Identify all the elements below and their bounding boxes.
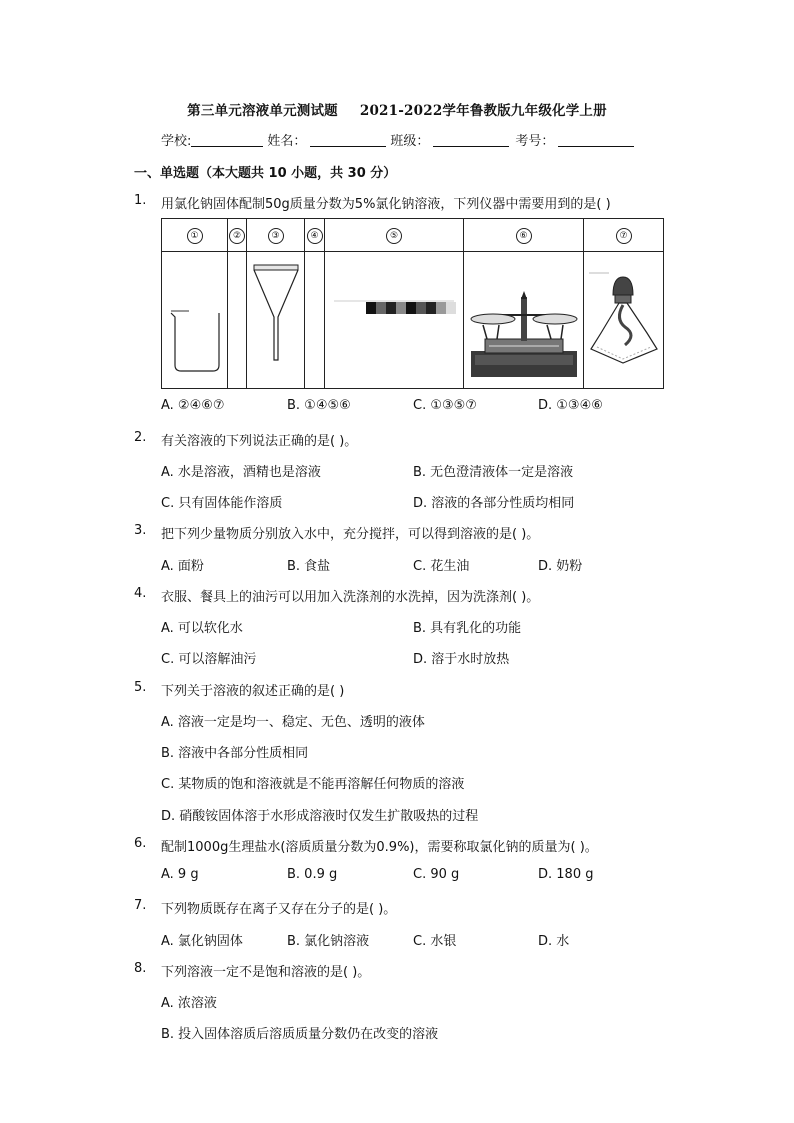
question-number: 6. xyxy=(134,836,147,851)
apparatus-label: ⑦ xyxy=(616,228,632,244)
question-text: 下列关于溶液的叙述正确的是( ) xyxy=(161,684,345,699)
apparatus-label: ⑤ xyxy=(386,228,402,244)
option-c[interactable]: C. 只有固体能作溶质 xyxy=(161,496,283,511)
option-a[interactable]: A. ②④⑥⑦ xyxy=(161,398,225,413)
option-b[interactable]: B. 氯化钠溶液 xyxy=(287,934,370,949)
option-c[interactable]: C. 花生油 xyxy=(413,559,470,574)
exam-subtitle: 2021-2022学年鲁教版九年级化学上册 xyxy=(359,103,607,119)
apparatus-label: ④ xyxy=(307,228,323,244)
option-a[interactable]: A. 氯化钠固体 xyxy=(161,934,243,949)
option-b[interactable]: B. 无色澄清液体一定是溶液 xyxy=(413,465,574,480)
option-b[interactable]: B. ①④⑤⑥ xyxy=(287,398,351,413)
question-text: 把下列少量物质分别放入水中，充分搅拌，可以得到溶液的是( )。 xyxy=(161,527,540,542)
option-a[interactable]: A. 9 g xyxy=(161,867,199,882)
option-d[interactable]: D. 水 xyxy=(538,934,570,949)
option-c[interactable]: C. 水银 xyxy=(413,934,457,949)
school-field[interactable] xyxy=(191,132,263,147)
class-field[interactable] xyxy=(433,132,509,147)
option-c[interactable]: C. 某物质的饱和溶液就是不能再溶解任何物质的溶液 xyxy=(161,777,465,792)
option-a[interactable]: A. 可以软化水 xyxy=(161,621,243,636)
question-text: 有关溶液的下列说法正确的是( )。 xyxy=(161,434,358,449)
question-number: 7. xyxy=(134,898,147,913)
option-b[interactable]: B. 0.9 g xyxy=(287,867,338,882)
narrow-item-icon xyxy=(306,255,324,385)
option-a[interactable]: A. 溶液一定是均一、稳定、无色、透明的液体 xyxy=(161,715,425,730)
question-text: 配制1000g生理盐水(溶质质量分数为0.9%)，需要称取氯化钠的质量为( )。 xyxy=(161,840,598,855)
option-a[interactable]: A. 面粉 xyxy=(161,559,204,574)
glass-rod-icon xyxy=(228,255,246,385)
option-a[interactable]: A. 浓溶液 xyxy=(161,996,217,1011)
alcohol-lamp-icon xyxy=(585,255,663,385)
question-number: 5. xyxy=(134,680,147,695)
question-number: 4. xyxy=(134,586,147,601)
question-text: 下列溶液一定不是饱和溶液的是( )。 xyxy=(161,965,371,980)
funnel-icon xyxy=(248,255,304,385)
question-text: 用氯化钠固体配制50g质量分数为5%氯化钠溶液，下列仪器中需要用到的是( ) xyxy=(161,197,611,212)
option-d[interactable]: D. ①③④⑥ xyxy=(538,398,603,413)
balance-icon xyxy=(465,255,583,385)
apparatus-label: ① xyxy=(187,228,203,244)
question-number: 8. xyxy=(134,961,147,976)
apparatus-table xyxy=(161,218,664,389)
option-d[interactable]: D. 溶于水时放热 xyxy=(413,652,510,667)
question-number: 2. xyxy=(134,430,147,445)
class-label: 班级： xyxy=(390,134,430,149)
exam-title: 第三单元溶液单元测试题 xyxy=(187,103,338,119)
option-b[interactable]: B. 具有乳化的功能 xyxy=(413,621,522,636)
name-label: 姓名： xyxy=(267,134,307,149)
option-b[interactable]: B. 溶液中各部分性质相同 xyxy=(161,746,309,761)
option-c[interactable]: C. 90 g xyxy=(413,867,460,882)
page-title xyxy=(0,99,794,119)
option-d[interactable]: D. 硝酸铵固体溶于水形成溶液时仅发生扩散吸热的过程 xyxy=(161,809,479,824)
option-c[interactable]: C. 可以溶解油污 xyxy=(161,652,257,667)
apparatus-label: ③ xyxy=(268,228,284,244)
apparatus-label: ② xyxy=(229,228,245,244)
option-d[interactable]: D. 溶液的各部分性质均相同 xyxy=(413,496,575,511)
question-text: 衣服、餐具上的油污可以用加入洗涤剂的水洗掉，因为洗涤剂( )。 xyxy=(161,590,540,605)
name-field[interactable] xyxy=(310,132,386,147)
section-heading: 一、单选题（本大题共 10 小题，共 30 分） xyxy=(134,166,397,181)
option-b[interactable]: B. 食盐 xyxy=(287,559,331,574)
option-b[interactable]: B. 投入固体溶质后溶质质量分数仍在改变的溶液 xyxy=(161,1027,439,1042)
exam-no-field[interactable] xyxy=(558,132,634,147)
question-text: 下列物质既存在离子又存在分子的是( )。 xyxy=(161,902,397,917)
question-number: 3. xyxy=(134,523,147,538)
question-number: 1. xyxy=(134,193,147,208)
measuring-scale-icon xyxy=(326,255,462,385)
option-d[interactable]: D. 180 g xyxy=(538,867,594,882)
beaker-icon xyxy=(165,255,225,385)
option-a[interactable]: A. 水是溶液，酒精也是溶液 xyxy=(161,465,321,480)
school-label: 学校: xyxy=(161,134,192,149)
option-d[interactable]: D. 奶粉 xyxy=(538,559,583,574)
exam-no-label: 考号： xyxy=(515,134,555,149)
student-info-line xyxy=(161,130,634,149)
option-c[interactable]: C. ①③⑤⑦ xyxy=(413,398,477,413)
apparatus-label: ⑥ xyxy=(516,228,532,244)
